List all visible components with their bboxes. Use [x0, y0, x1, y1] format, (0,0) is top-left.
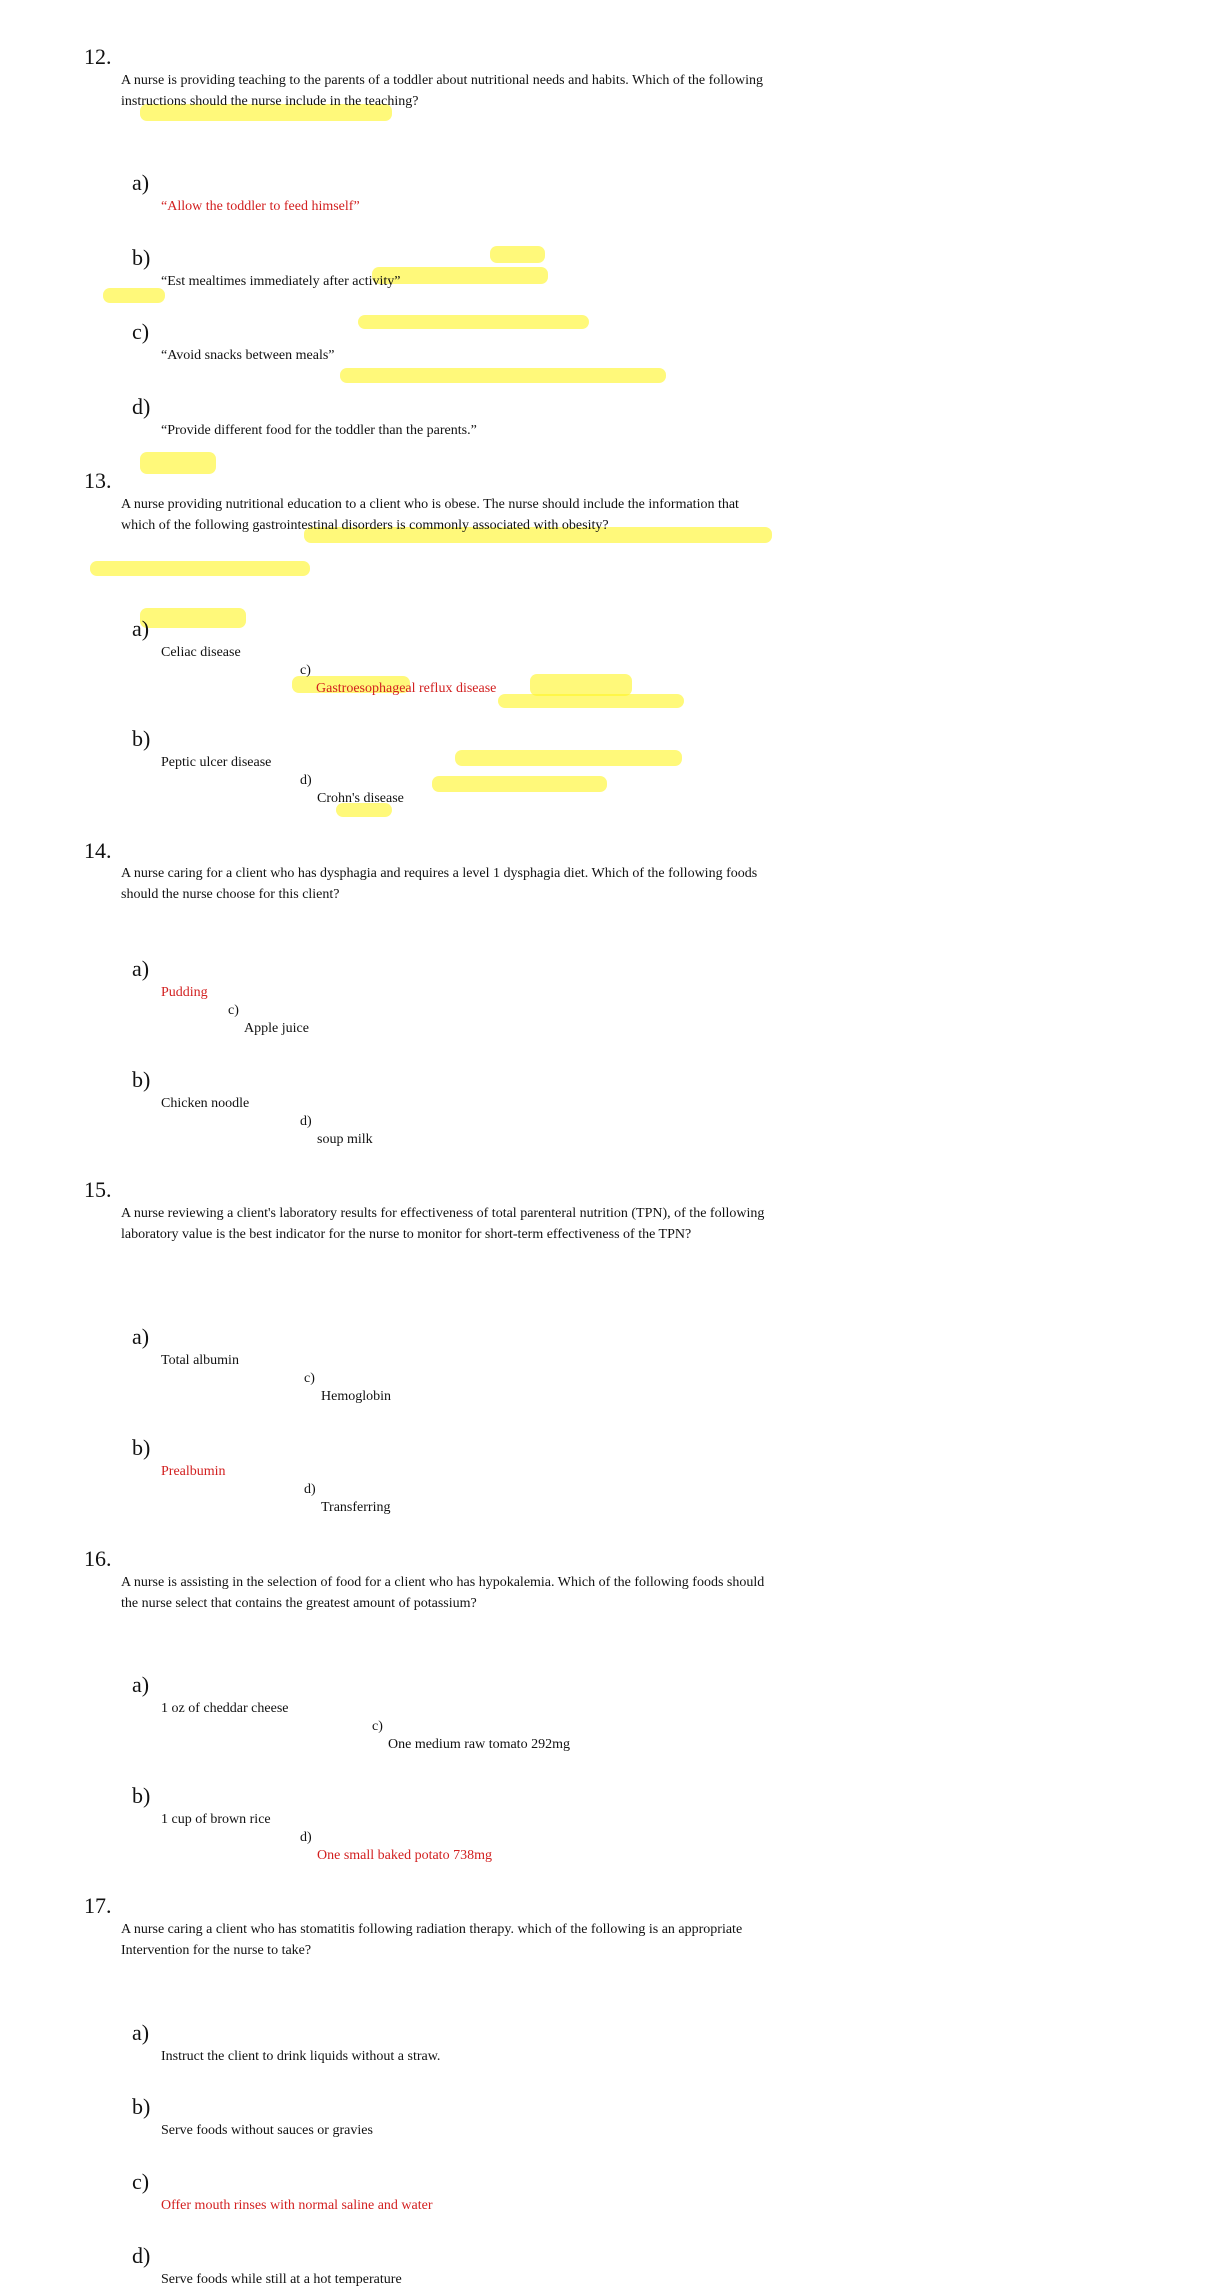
option-letter: b) [132, 245, 151, 270]
question-text: A nurse caring for a client who has dysphagia and requires a level 1 dysphagia diet. Which of the following foods should the nurse choose for this client? [121, 866, 758, 902]
option-letter: c) [228, 1003, 239, 1018]
question-text: A nurse is assisting in the selection of food for a client who has hypokalemia. Which of the following foods should the nurse select that contains the greatest amount of potassium? [121, 1575, 765, 1611]
option-text: Hemoglobin [321, 1389, 391, 1404]
option-text: Crohn's disease [317, 791, 404, 806]
option-text: “Provide different food for the toddler than the parents.” [161, 423, 477, 438]
option-letter: a) [132, 1324, 150, 1349]
option-text: “Avoid snacks between meals” [161, 348, 335, 363]
option-letter: d) [300, 773, 312, 788]
option-letter: d) [132, 394, 151, 419]
option-text: Total albumin [161, 1353, 239, 1368]
option-text-correct: Offer mouth rinses with normal saline and water [161, 2198, 433, 2213]
option-text: Chicken noodle [161, 1096, 250, 1111]
option-letter: d) [300, 1830, 312, 1845]
question-number: 12. [84, 44, 112, 69]
option-letter: a) [132, 956, 150, 981]
highlight-mark [90, 561, 310, 576]
option-text: soup milk [317, 1132, 373, 1147]
option-text-correct: Pudding [161, 985, 208, 1000]
question-text: A nurse providing nutritional education to a client who is obese. The nurse should include the information that which of the following gastrointestinal disorders is commonly associated with obesity? [121, 497, 739, 533]
option-letter: b) [132, 1435, 151, 1460]
option-text: Celiac disease [161, 645, 241, 660]
option-text: Apple juice [244, 1021, 309, 1036]
option-letter: a) [132, 616, 150, 641]
option-text: Peptic ulcer disease [161, 755, 272, 770]
option-letter: b) [132, 726, 151, 751]
question-text: A nurse is providing teaching to the parents of a toddler about nutritional needs and habits. Which of the following instructions should the nurse include in the teaching? [121, 73, 764, 109]
option-letter: c) [132, 319, 150, 344]
option-text-correct: One small baked potato 738mg [317, 1848, 492, 1863]
option-letter: d) [300, 1114, 312, 1129]
question-number: 16. [84, 1546, 112, 1571]
question-text: A nurse caring a client who has stomatitis following radiation therapy. which of the following is an appropriate Intervention for the nurse to take? [121, 1922, 743, 1958]
option-text: Instruct the client to drink liquids without a straw. [161, 2049, 441, 2064]
option-letter: a) [132, 1672, 150, 1697]
option-text: 1 cup of brown rice [161, 1812, 271, 1827]
option-letter: a) [132, 170, 150, 195]
option-letter: a) [132, 2020, 150, 2045]
option-letter: c) [372, 1719, 383, 1734]
option-letter: c) [304, 1371, 315, 1386]
option-letter: b) [132, 1067, 151, 1092]
option-text-correct: Gastroesophageal reflux disease [316, 681, 497, 696]
option-text: One medium raw tomato 292mg [388, 1737, 570, 1752]
question-text: A nurse reviewing a client's laboratory results for effectiveness of total parenteral nutrition (TPN), of the following laboratory value is the best indicator for the nurse to monitor for short-term effectiveness of the TPN? [121, 1206, 765, 1242]
option-letter: d) [304, 1482, 316, 1497]
highlight-mark [103, 288, 165, 303]
question-number: 14. [84, 838, 112, 863]
option-letter: d) [132, 2243, 151, 2268]
option-letter: b) [132, 1783, 151, 1808]
question-number: 15. [84, 1177, 112, 1202]
option-letter: b) [132, 2094, 151, 2119]
option-text-correct: Prealbumin [161, 1464, 226, 1479]
question-number: 17. [84, 1893, 112, 1918]
option-text: Serve foods while still at a hot temperature [161, 2272, 402, 2287]
option-text: Serve foods without sauces or gravies [161, 2123, 373, 2138]
option-text: Transferring [321, 1500, 391, 1515]
option-letter: c) [132, 2169, 150, 2194]
highlight-mark [340, 368, 666, 383]
option-text: 1 oz of cheddar cheese [161, 1701, 289, 1716]
question-number: 13. [84, 468, 112, 493]
option-text-correct: “Allow the toddler to feed himself” [161, 199, 360, 214]
option-text: “Est mealtimes immediately after activity” [161, 274, 401, 289]
option-letter: c) [300, 663, 311, 678]
